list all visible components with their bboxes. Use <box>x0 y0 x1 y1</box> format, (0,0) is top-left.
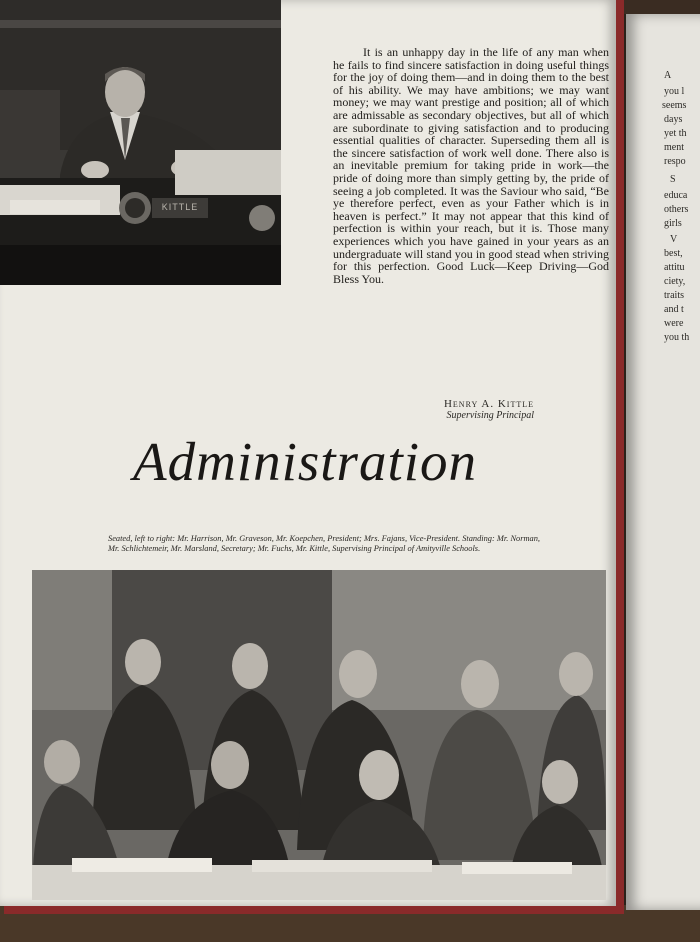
signature-title: Supervising Principal <box>446 410 534 421</box>
facing-page-text: attitu <box>664 262 685 273</box>
signature-name: Henry A. Kittle <box>443 398 534 410</box>
facing-page-text: ciety, <box>664 276 686 287</box>
facing-page-text: V <box>670 234 678 245</box>
facing-page-text: respo <box>664 156 686 167</box>
facing-page-text: were <box>664 318 684 329</box>
principal-message: It is an unhappy day in the life of any man when he fails to find sincere satisfaction in doing useful things for the joy of doing them—and in doing them to the best of his ability. We may have ambitions; we may want money; we may want prestige and position; all of which are admissable as secondary objectives, but all of which are subordinate to giving satisfaction and to producing essential qualities of character. Superseding them all is the sincere satisfaction of work well done. There also is an inevitable premium for taking pride in work—the pride of doing more than simply getting by, the pride of seeing a job completed. It was the Saviour who said, “Be ye therefore perfect, even as your Father which is in heaven is perfect.” It may not appear that this kind of perfection is within your reach, but it is. Those many experiences which you have gained in your years as an undergraduate will stand you in good stead when striving for this perfection. Good Luck—Keep Driving—God Bless You. <box>333 45 609 286</box>
facing-page <box>626 14 700 910</box>
facing-page-text: educa <box>664 190 688 201</box>
photo-caption: Seated, left to right: Mr. Harrison, Mr. Graveson, Mr. Koepchen, President; Mrs. Fajans, Vice-President. Standing: Mr. Norman, Mr. Schlichtemeir, Mr. Marsland, Secretary; Mr. Fuchs, Mr. Kittle, Supervising Principal of Amityville Schools. <box>108 534 540 554</box>
section-title: Administration <box>133 431 478 492</box>
facing-page-text: you th <box>664 332 690 343</box>
facing-page-text: traits <box>664 290 684 301</box>
facing-page-text: best, <box>664 248 683 259</box>
facing-page-text: days <box>664 114 683 125</box>
facing-page-text: girls <box>664 218 682 229</box>
signature-block <box>444 398 534 421</box>
principal-photo <box>0 0 281 285</box>
facing-page-text: and t <box>664 304 684 315</box>
desk-nameplate: KITTLE <box>161 202 199 212</box>
facing-page-text: you l <box>664 86 685 97</box>
facing-page-text: ment <box>664 142 684 153</box>
facing-page-text: others <box>664 204 689 215</box>
facing-page-text: seems <box>662 100 687 111</box>
facing-page-text: yet th <box>664 128 687 139</box>
facing-page-text: A <box>664 70 672 81</box>
facing-page-text: S <box>670 174 676 185</box>
administration-group-photo <box>32 570 606 900</box>
